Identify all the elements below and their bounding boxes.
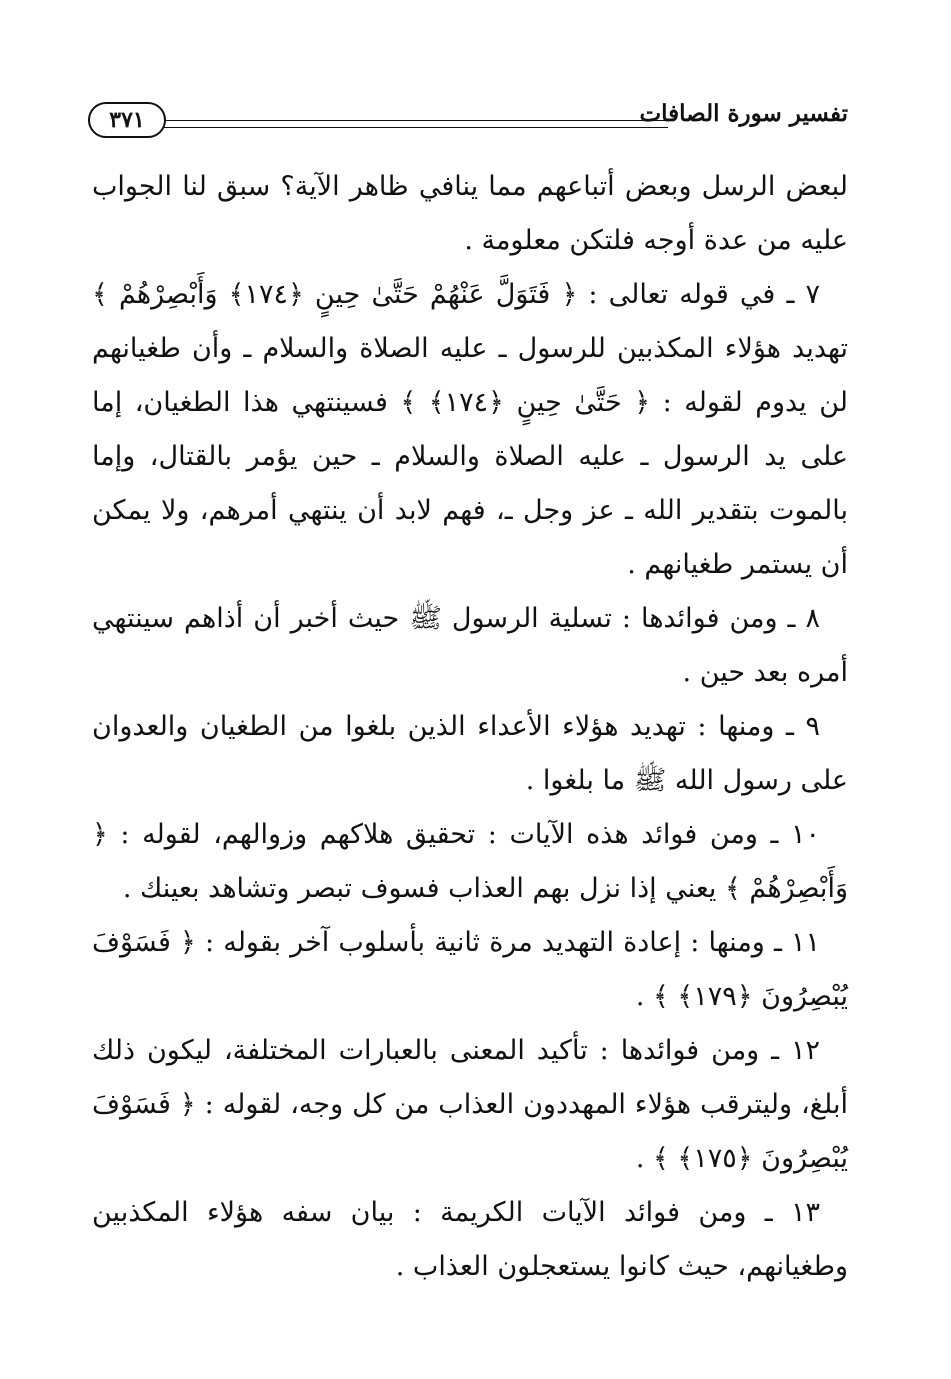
paragraph: ٩ ـ ومنها : تهديد هؤلاء الأعداء الذين بلغوا من الطغيان والعدوان على رسول الله ﷺ ما بلغوا . (92, 711, 848, 796)
header-rule (164, 120, 668, 128)
paragraph: ٧ ـ في قوله تعالى : ﴿ فَتَوَلَّ عَنْهُمْ حَتَّىٰ حِينٍ ﴿١٧٤﴾ وَأَبْصِرْهُمْ ﴾ تهديد هؤلاء المكذبين للرسول ـ عليه الصلاة والسلام ـ وأن طغيانهم لن يدوم لقوله : ﴿ حَتَّىٰ حِينٍ ﴿١٧٤﴾ ﴾ فسينتهي هذا الطغيان، إما على يد الرسول ـ عليه الصلاة والسلام ـ حين يؤمر بالقتال، وإما بالموت بتقدير الله ـ عز وجل ـ، فهم لابد أن ينتهي أمرهم، ولا يمكن أن يستمر طغيانهم . (92, 279, 848, 580)
paragraph: ١٢ ـ ومن فوائدها : تأكيد المعنى بالعبارات المختلفة، ليكون ذلك أبلغ، وليترقب هؤلاء المهددون العذاب من كل وجه، لقوله : ﴿ فَسَوْفَ يُبْصِرُونَ ﴿١٧٥﴾ ﴾ . (92, 1035, 848, 1174)
paragraph: ١٣ ـ ومن فوائد الآيات الكريمة : بيان سفه هؤلاء المكذبين وطغيانهم، حيث كانوا يستعجلون العذاب . (92, 1197, 848, 1282)
running-title: تفسير سورة الصافات (639, 100, 848, 127)
paragraph: لبعض الرسل وبعض أتباعهم مما ينافي ظاهر الآية؟ سبق لنا الجواب عليه من عدة أوجه فلتكن معلومة . (92, 171, 848, 256)
page-header (88, 96, 848, 144)
page-number-text: ٣٧١ (109, 107, 145, 133)
page-number (88, 102, 166, 138)
paragraph: ٨ ـ ومن فوائدها : تسلية الرسول ﷺ حيث أخبر أن أذاهم سينتهي أمره بعد حين . (92, 603, 848, 688)
paragraph: ١١ ـ ومنها : إعادة التهديد مرة ثانية بأسلوب آخر بقوله : ﴿ فَسَوْفَ يُبْصِرُونَ ﴿١٧٩﴾ ﴾ . (92, 927, 848, 1012)
page-body (92, 160, 848, 1294)
paragraph: ١٠ ـ ومن فوائد هذه الآيات : تحقيق هلاكهم وزوالهم، لقوله : ﴿ وَأَبْصِرْهُمْ ﴾ يعني إذا نزل بهم العذاب فسوف تبصر وتشاهد بعينك . (92, 819, 848, 904)
